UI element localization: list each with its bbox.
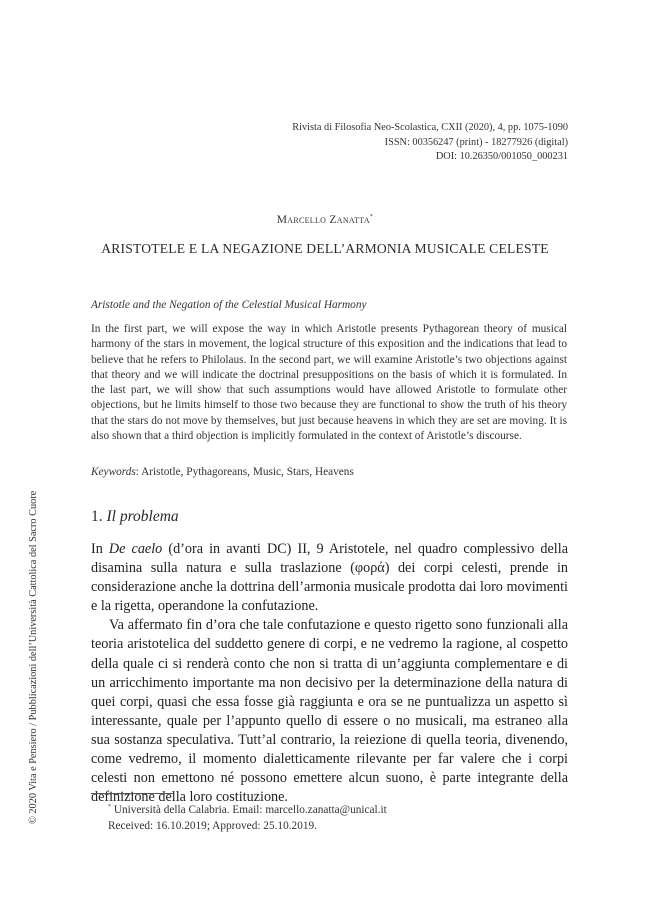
footnote-dates: Received: 16.10.2019; Approved: 25.10.2019. (108, 819, 317, 832)
doi-line: DOI: 10.26350/001050_000231 (435, 151, 568, 162)
paragraph-1-work-title: De caelo (108, 541, 163, 557)
abstract: In the first part, we will expose the way in which Aristotle presents Pythagorean theory of musical harmony of the stars in movement, the logical structure of this exposition and the indications that lead to believe that he refers to Philolaus. In the second part, we will examine Aristotle’s two objections against that theory and we will indicate the doctrinal presuppositions on the basis of which it is formulated. In the last part, we will show that such assumptions would have allowed Aristotle to formulate other objections, but he limits himself to those two because they are functional to show the truth of his theory that the stars do not move by themselves, but just because heavens in which they are set are moving. It is also shown that a third objection is implicitly formulated in the context of Aristotle’s discourse. (91, 323, 567, 442)
footnote-marker: * (108, 804, 111, 810)
journal-header (168, 121, 568, 165)
paragraph-1-pre: In (91, 541, 109, 557)
english-title: Aristotle and the Negation of the Celestial Musical Harmony (91, 299, 367, 311)
paragraph-1 (91, 540, 568, 616)
journal-citation: Rivista di Filosofia Neo-Scolastica, CXII (2020), 4, pp. 1075-1090 (292, 122, 568, 133)
issn-line: ISSN: 00356247 (print) - 18277926 (digital) (384, 136, 568, 148)
paragraph-2: Va affermato fin d’ora che tale confutazione e questo rigetto sono funzionali alla teoria aristotelica del suddetto genere di corpi, e ne vedremo la ragione, al cospetto della quale ci si renderà conto che non si tratta di un’aggiunta complementare e di un arricchimento importante ma non decisivo per la determinazione della natura di quei corpi, quasi che essa fosse già raggiunta e ora se ne puntualizza un aspetto sì interessante, quale per l’appunto quello di essere o no musicali, ma estraneo alla sua sostanza speculativa. Tutt’al contrario, la reiezione di quella teoria, divenendo, come vedremo, il momento dialetticamente rilevante per far valere che i corpi celesti non emettono né possono emettere alcun suono, è parte integrante della definizione della loro costituzione. (91, 617, 568, 806)
keywords-line (91, 466, 354, 478)
side-copyright: © 2020 Vita e Pensiero / Pubblicazioni dell’Università Cattolica del Sacro Cuore (28, 490, 39, 824)
paragraph-1-post: (d’ora in avanti DC) II, 9 Aristotele, nel quadro complessivo della disamina sulla natura e sulla traslazione (φορά) dei corpi celesti, prende in considerazione anche la dottrina dell’armonia musicale prodotta dai loro movimenti e la rigetta, operandone la confutazione. (91, 541, 568, 615)
section-number: 1. (91, 508, 107, 525)
footnote-affiliation-line (108, 800, 387, 819)
body-text (91, 540, 568, 807)
keywords-label: Keywords (91, 466, 136, 478)
author-footnote-marker: * (369, 214, 374, 220)
section-title: Il problema (106, 508, 179, 525)
keywords-values: : Aristotle, Pythagoreans, Music, Stars, Heavens (135, 466, 354, 478)
author-line (0, 214, 650, 226)
section-heading (91, 508, 179, 526)
footnote-affiliation: Università della Calabria. Email: marcello.zanatta@unical.it (111, 804, 387, 816)
footnote (108, 800, 387, 834)
author-name: Marcello Zanatta (276, 214, 370, 226)
article-title: ARISTOTELE E LA NEGAZIONE DELL’ARMONIA MUSICALE CELESTE (101, 241, 549, 256)
footnote-divider (91, 793, 173, 794)
